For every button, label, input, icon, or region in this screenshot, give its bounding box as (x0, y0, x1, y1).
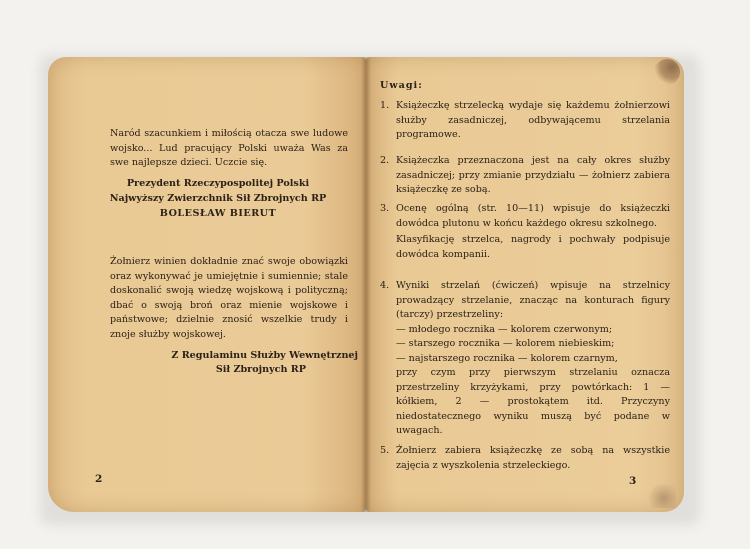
page-number-right: 3 (629, 475, 637, 487)
worn-corner (654, 59, 680, 85)
note-line: — młodego rocznika — kolorem czerwonym; (396, 323, 613, 335)
worn-corner-bottom (646, 484, 676, 508)
note-line: — najstarszego rocznika — kolorem czarnym, (396, 352, 618, 364)
note-number: 4. (380, 280, 390, 291)
note-number: 3. (380, 203, 390, 214)
note-item-4 (380, 279, 670, 439)
page-number-left: 2 (95, 473, 103, 485)
note-item-5 (380, 444, 670, 473)
note-text: Książeczkę strzelecką wydaje się każdemu żołnierzowi służby zasadniczej, odbywającemu strzelania programowe. (396, 100, 670, 140)
note-text: Ocenę ogólną (str. 10—11) wpisuje do książeczki dowódca plutonu w końcu każdego okresu szkolnego. (396, 203, 670, 229)
note-number: 2. (380, 155, 390, 166)
note-text: Wyniki strzelań (ćwiczeń) wpisuje na strzelnicy prowadzący strzelanie, znacząc na konturach figury (tarczy) przestrzeliny: (396, 280, 670, 320)
source-line1: Z Regulaminu Służby Wewnętrznej (171, 350, 358, 361)
intro-text: Naród szacunkiem i miłością otacza swe ludowe wojsko... Lud pracujący Polski uważa Was za swe najlepsze dzieci. Uczcie się. (110, 128, 348, 168)
note-text: Żołnierz zabiera książeczkę ze sobą na wszystkie zajęcia z wyszkolenia strzeleckiego. (396, 445, 670, 471)
note-text: Książeczka przeznaczona jest na cały okres służby zasadniczej; przy zmianie przydziału — żołnierz zabiera książeczkę ze sobą. (396, 155, 670, 195)
note-line: — starszego rocznika — kolorem niebieskim; (396, 338, 615, 349)
notes-heading: Uwagi: (380, 80, 423, 91)
signature-role: Najwyższy Zwierzchnik Sił Zbrojnych RP (109, 193, 327, 204)
note-item-2 (380, 154, 670, 198)
source-line2: Sił Zbrojnych RP (215, 364, 306, 375)
book-spine (361, 57, 371, 512)
note-item-1 (380, 99, 670, 143)
left-page (48, 57, 366, 512)
duty-text: Żołnierz winien dokładnie znać swoje obowiązki oraz wykonywać je umiejętnie i sumiennie; stale doskonalić swoją wiedzę wojskową i polityczną; dbać o swoją broń oraz mienie wojskowe i państwowe; dzielnie znosić wszelkie trudy i znoje służby wojskowej. (110, 256, 348, 340)
note-tail: przy czym przy pierwszym strzelaniu oznacza przestrzeliny krzyżykami, przy powtórkach: 1 — kółkiem, 2 — prostokątem itd. Przyczyny niedostatecznego wyniku muszą być podane w uwagach. (396, 367, 670, 436)
right-page (366, 57, 684, 512)
signature-name: BOLESŁAW BIERUT (159, 208, 277, 219)
note-number: 1. (380, 100, 390, 111)
note-number: 5. (380, 445, 390, 456)
note-extra: Klasyfikację strzelca, nagrody i pochwały podpisuje dowódca kompanii. (396, 234, 670, 260)
note-item-3 (380, 202, 670, 262)
signature-title: Prezydent Rzeczypospolitej Polski (126, 178, 310, 189)
